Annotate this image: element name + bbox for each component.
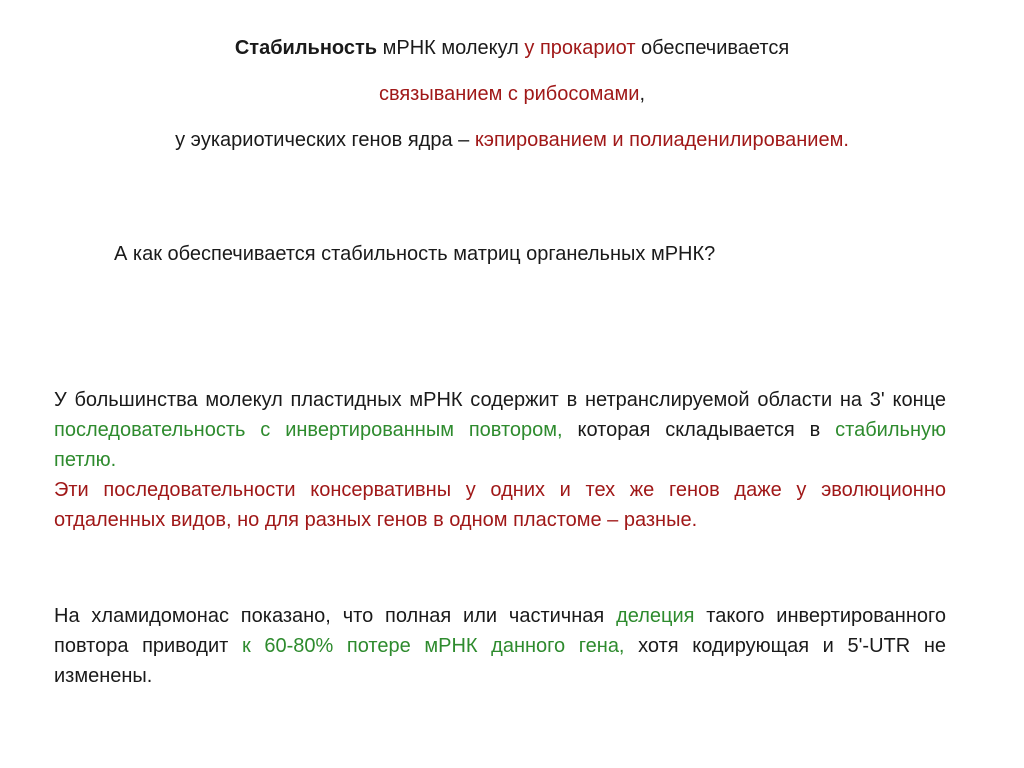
question-text: А как обеспечивается стабильность матриц органельных мРНК?: [114, 243, 716, 265]
intro-text: мРНК молекул: [377, 37, 525, 59]
question-line: [114, 242, 715, 266]
highlight-prokaryotes: у прокариот: [524, 37, 636, 59]
intro-text: ,: [639, 83, 646, 105]
highlight-mrna-loss: к 60-80% потере мРНК данного гена,: [241, 635, 625, 657]
intro-line-3: [0, 128, 1024, 152]
chlamy-text-1: На хламидомонас показано, что полная или частичная: [54, 605, 617, 627]
plastid-text-2: которая складывается в: [562, 419, 836, 441]
intro-line-1: [0, 36, 1024, 60]
highlight-ribosome-binding: связыванием с рибосомами: [378, 83, 640, 105]
highlight-deletion: делеция: [616, 605, 695, 627]
highlight-conservation: Эти последовательности консервативны у одних и тех же генов даже у эволюционно отдаленных видов, но для разных генов в одном пластоме – разные.: [54, 479, 946, 531]
plastid-text-1: У большинства молекул пластидных мРНК содержит в нетранслируемой области на 3' конце: [54, 389, 946, 411]
intro-line-2: [0, 82, 1024, 106]
highlight-inverted-repeat: последовательность с инвертированным повтором,: [54, 419, 563, 441]
highlight-capping: кэпированием и полиаденилированием.: [474, 129, 849, 151]
plastid-paragraph: [54, 385, 946, 535]
intro-text: обеспечивается: [635, 37, 790, 59]
term-stability: Стабильность: [234, 37, 378, 59]
chlamydomonas-paragraph: [54, 601, 946, 691]
chlamydomonas-text: [54, 601, 946, 691]
plastid-text: [54, 385, 946, 535]
chlamy-text-2: такого инвертированного повтора приводит: [54, 605, 946, 657]
intro-text: у эукариотических генов ядра –: [175, 129, 475, 151]
highlight-stable-loop: стабильную петлю.: [54, 419, 946, 471]
chlamy-text-3: хотя кодирующая и 5'-UTR не изменены.: [54, 635, 946, 687]
